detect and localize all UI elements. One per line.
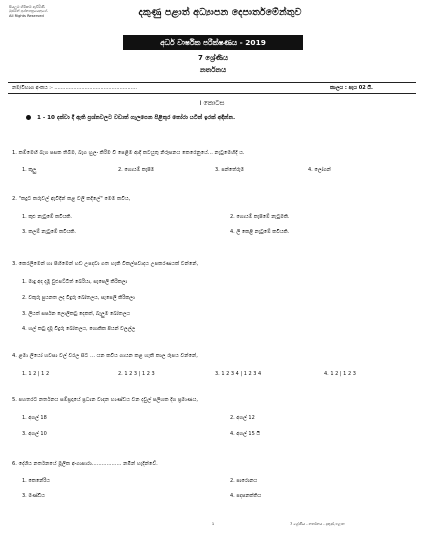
instruction-text: 1 - 10 දක්වා දී ඇති ප්‍රශ්නවලට වඩාත් ගැලපෙන පිළිතුර තෝරා යටින් ඉරක් අඳින්න.	[37, 115, 236, 121]
footer-note: 7 ශ්‍රේණිය - නර්තනය - දකුණු පළාත	[290, 522, 345, 526]
q1-option-3[interactable]: 3. පන්තේරුම	[215, 167, 245, 173]
grade-label: 7 ශ්‍රේණිය	[198, 54, 228, 62]
bullet-icon	[26, 115, 31, 120]
q4-option-3[interactable]: 3. 1 2 3 4 | 1 2 3 4	[215, 371, 262, 377]
copyright-line: සියලුම හිමිකම් ඇවිරිණි	[9, 5, 45, 9]
q3-option-2[interactable]: 2. වකුරු පුයනත ලද විදුරු බෝතලය, සැපෙලි කිරිකලා	[22, 295, 135, 301]
time-label: කාලය : පැය 02 යි.	[330, 85, 373, 91]
q4-option-2[interactable]: 2. 1 2 3 | 1 2 3	[118, 371, 155, 377]
question-1: 1. කම්මෙහි බැග පසක තිබිම, බැග හුලං කිරිම වී පෙළිම ආදී කටයුතු නිරූපනය කෙරෙනුයේ... නැටුමෙහිදි ය.	[12, 150, 245, 156]
copyright-line: All Rights Reserved	[9, 13, 44, 18]
question-3: 3. කෙරලිමෙන් හා පිහිමෙන් හඩ උපදවා ගත හැකි වීකල්පවාදය උපකරණයක් වන්නේ,	[12, 261, 199, 267]
name-field-label: නම/විභාග අංකය :- ....................................................	[12, 85, 137, 91]
q2-option-2[interactable]: 2. ගොයම් කැපිමේ නැටුමකි.	[230, 214, 290, 220]
question-4: 4. ළමා ලියෝ හවසා වල් වරල සිට ... යන කවිය ගායන කළ හැකි කාල රූපය වන්නේ,	[12, 353, 198, 359]
instruction-row	[26, 115, 406, 122]
q1-option-4[interactable]: 4. ලෝගන්	[308, 167, 331, 173]
question-5: 5. පහතරට නර්තනය සම්ප්‍රදායේ ප්‍රධාන වාදන භාණ්ඩය වන දවුල් පලිහක දිග ප්‍රමාණය,	[12, 397, 199, 403]
q5-option-2[interactable]: 2. අගල් 12	[230, 415, 255, 421]
q1-option-1[interactable]: 1. කුලු	[22, 167, 37, 173]
q5-option-4[interactable]: 4. අගල් 15 යි	[230, 431, 260, 437]
part-title: I කොටස	[199, 99, 225, 107]
copyright-block	[9, 5, 48, 18]
q6-option-3[interactable]: 3. මණ්ඩිය	[22, 493, 45, 499]
q2-option-1[interactable]: 1. කුළු නැටුමේ කවියකි.	[22, 214, 72, 220]
copyright-line: මුළුමන් පුශ්නපත්‍රයෙනුගේ.	[9, 9, 49, 14]
q3-option-1[interactable]: 1. මාදු අද දමූ වුළුපට්ටිත් බෙරියා, සැපෙලි කිරිකලා	[22, 279, 128, 285]
q6-option-4[interactable]: 4. පදපනක්තිය	[230, 493, 262, 499]
q1-option-2[interactable]: 2. ගොයම් කැපිම	[118, 167, 155, 173]
header-rule-top	[8, 82, 416, 83]
q4-option-1[interactable]: 1. 1 2 | 1 2	[22, 371, 50, 377]
page-number: 1	[211, 522, 215, 526]
q5-option-1[interactable]: 1. අගල් 18	[22, 415, 47, 421]
department-title: දකුණු පළාත් අධ්‍යාපන දෙපාර්තමේන්තුව	[138, 7, 302, 18]
q2-option-3[interactable]: 3. කලම් නැටුමේ කවියකි.	[22, 229, 76, 235]
header-rule-bottom	[8, 93, 416, 94]
question-2: 2. "කදුට කරුවල් ඇවිදින් කළ වලි කදිලේ" මෙම කවිය,	[12, 196, 131, 202]
question-6: 6. දේශීය නර්තනයේ මූලික අංගාපාරා.................. නමින් හැදින්වේ.	[12, 461, 158, 467]
exam-banner: අර්ධ වාර්ෂික පරීක්ෂණය - 2019	[123, 35, 303, 50]
q4-option-4[interactable]: 4. 1 2 | 1 2 3	[324, 371, 356, 377]
q6-option-1[interactable]: 1. කෙනේරිය	[22, 478, 50, 484]
q5-option-3[interactable]: 3. අගල් 10	[22, 431, 47, 437]
q6-option-2[interactable]: 2. පාරොනය	[230, 478, 258, 484]
subject-label: නර්තනය	[199, 66, 227, 74]
q3-option-3[interactable]: 3. ලියත් සර්පන ලොලිකටු දෙකත්, බැලුම බෝතලය	[22, 311, 130, 317]
q2-option-4[interactable]: 4. ලී කෙළි නැටුමේ කවියකි.	[230, 229, 290, 235]
q3-option-4[interactable]: 4. හල් කටු දමූ විදුරු බෝතලය, ගොකික පියන් වලල්ල	[22, 326, 136, 332]
